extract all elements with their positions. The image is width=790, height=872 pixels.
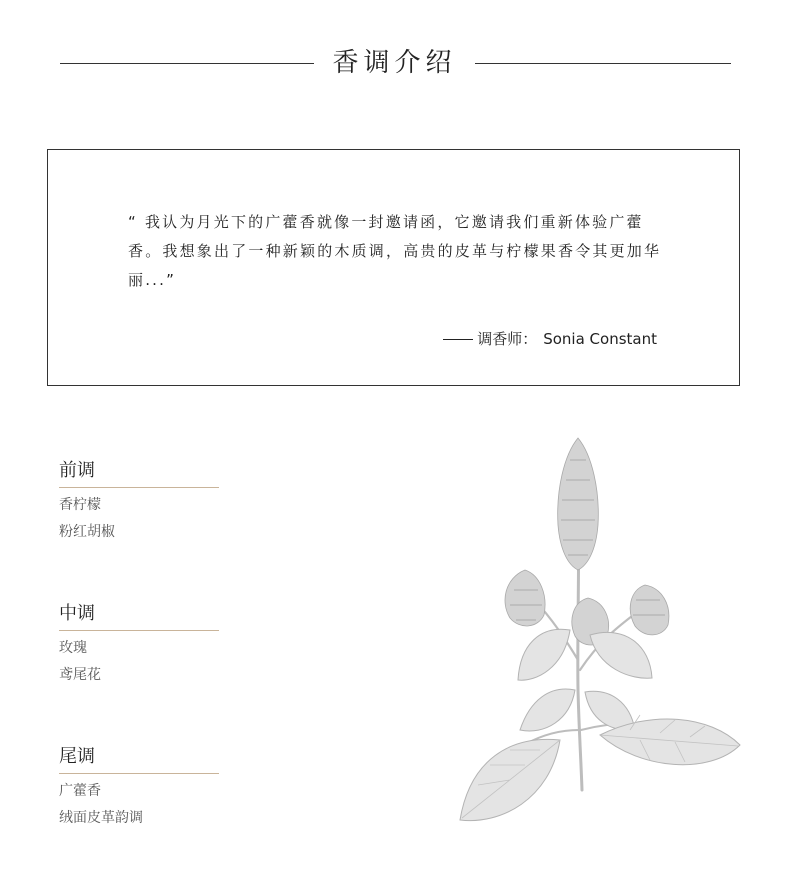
note-item: 玫瑰 <box>59 640 87 656</box>
section-title: 香调介绍 <box>332 48 457 78</box>
note-group-top <box>59 458 219 542</box>
signature-label: 调香师： <box>477 330 538 348</box>
quote-box <box>47 149 740 386</box>
note-group-middle <box>59 601 219 685</box>
patchouli-plant-sketch-icon <box>440 430 750 850</box>
perfumer-signature <box>443 328 657 349</box>
note-title-top: 前调 <box>59 458 219 488</box>
header-rule-left <box>60 63 314 64</box>
note-item: 鸢尾花 <box>59 667 101 683</box>
note-title-middle: 中调 <box>59 601 219 631</box>
note-title-base: 尾调 <box>59 744 219 774</box>
note-item: 粉红胡椒 <box>59 524 115 540</box>
quote-text: “ 我认为月光下的广藿香就像一封邀请函，它邀请我们重新体验广藿香。我想象出了一种新颖的木质调，高贵的皮革与柠檬果香令其更加华丽...” <box>128 213 662 289</box>
note-item: 广藿香 <box>59 783 101 799</box>
signature-name: Sonia Constant <box>543 330 657 348</box>
signature-dash <box>443 339 473 340</box>
note-item: 绒面皮革韵调 <box>59 810 143 826</box>
note-item: 香柠檬 <box>59 497 101 513</box>
header-rule-right <box>475 63 731 64</box>
note-group-base <box>59 744 219 828</box>
